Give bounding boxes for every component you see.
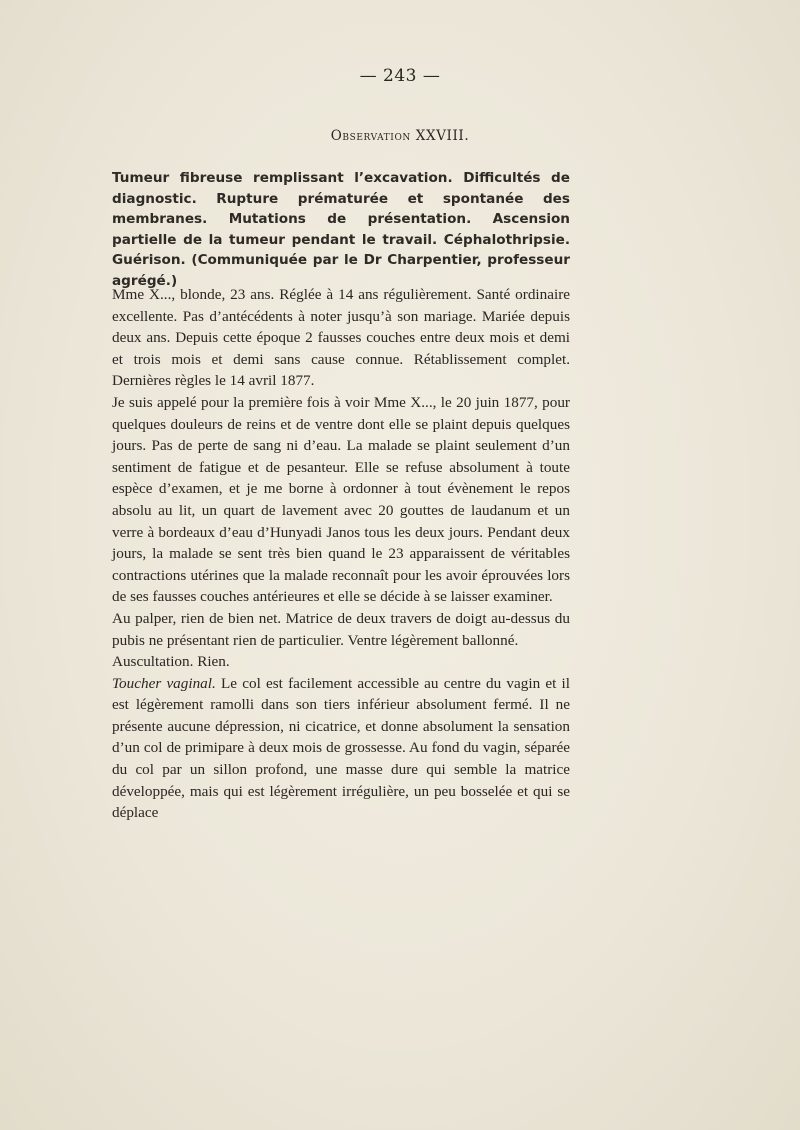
observation-body bbox=[112, 284, 570, 824]
paragraph-text: Auscultation. Rien. bbox=[112, 653, 230, 671]
paragraph-patient-history bbox=[112, 284, 570, 392]
paragraph-lead: Toucher vaginal. bbox=[112, 674, 216, 692]
paragraph-vaginal-exam bbox=[112, 673, 570, 824]
paragraph-text: Je suis appelé pour la première fois à voir Mme X..., le 20 juin 1877, pour quelques douleurs de reins et de ventre dont elle se plaint depuis quelques jours. Pas de perte de sang ni d’eau. La malade se plaint seulement d’un sentiment de fatigue et de pesanteur. Elle se refuse absolument à toute espèce d’examen, et je me borne à ordonner à tout évènement le repos absolu au lit, un quart de lavement avec 20 gouttes de laudanum et un verre à bordeaux d’eau d’Hunyadi Janos tous les deux jours. Pendant deux jours, la malade se sent très bien quand le 23 apparaissent de véritables contractions utérines que la malade reconnaît pour les avoir éprouvées lors de ses fausses couches antérieures et elle se décide à se laisser examiner. bbox=[112, 393, 570, 606]
page-number: — 243 — bbox=[359, 66, 441, 86]
paragraph-auscultation bbox=[112, 651, 570, 673]
paragraph-text: Mme X..., blonde, 23 ans. Réglée à 14 ans régulièrement. Santé ordinaire excellente. Pas d’antécédents à noter jusqu’à son mariage. Mariée depuis deux ans. Depuis cette époque 2 fausses couches entre deux mois et demi et trois mois et demi sans cause connue. Rétablissement complet. Dernières règles le 14 avril 1877. bbox=[112, 286, 570, 390]
paragraph-text: Le col est facilement accessible au centre du vagin et il est légèrement ramolli dans son tiers inférieur absolument fermé. Il ne présente aucune dépression, ni cicatrice, et donne absolument la sensation d’un col de primipare à deux mois de grossesse. Au fond du vagin, séparée du col par un sillon profond, une masse dure qui semble la matrice développée, mais qui est légèrement irrégulière, un peu bosselée et qui se déplace bbox=[112, 674, 570, 822]
observation-title: Observation XXVIII. bbox=[330, 128, 470, 144]
observation-summary: Tumeur fibreuse remplissant l’excavation. Difficultés de diagnostic. Rupture prématurée et spontanée des membranes. Mutations de présentation. Ascension partielle de la tumeur pendant le travail. Céphalothripsie. Guérison. (Communiquée par le Dr Charpentier, professeur agrégé.) bbox=[112, 170, 570, 289]
paragraph-first-visit bbox=[112, 392, 570, 608]
paragraph-text: Au palper, rien de bien net. Matrice de deux travers de doigt au-dessus du pubis ne présentant rien de particulier. Ventre légèrement ballonné. bbox=[112, 609, 570, 649]
paragraph-palpation bbox=[112, 608, 570, 651]
